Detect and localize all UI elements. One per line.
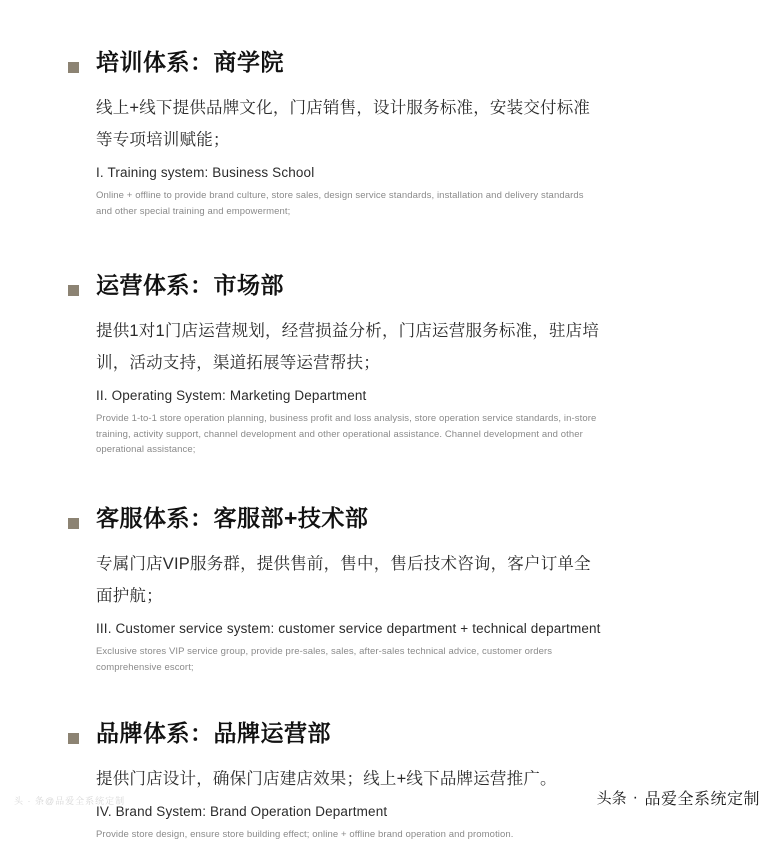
section-body-en: Exclusive stores VIP service group, provide pre-sales, sales, after-sales technical advice, customer orders comprehensive escort;: [96, 645, 553, 673]
section-heading-en: III. Customer service system: customer service department + technical department: [96, 621, 601, 637]
section-heading-en: IV. Brand System: Brand Operation Department: [96, 804, 388, 820]
square-bullet-icon: [68, 733, 79, 744]
section-body-cn: 提供门店设计，确保门店建店效果；线上+线下品牌运营推广。: [96, 770, 557, 789]
footer-brand: [597, 786, 760, 809]
section-body-cn: 线上+线下提供品牌文化，门店销售，设计服务标准，安装交付标准等专项培训赋能；: [96, 98, 591, 150]
section-operating-system: [96, 271, 716, 458]
section-body-en: Online + offline to provide brand culture, store sales, design service standards, installation and delivery standards and other special training and empowerment;: [96, 189, 584, 217]
section-body-cn: 专属门店VIP服务群，提供售前，售中，售后技术咨询，客户订单全面护航；: [96, 554, 591, 606]
watermark-text: 头 · 条@品爱全系统定制: [14, 796, 126, 806]
section-customer-service-system: [96, 504, 716, 675]
square-bullet-icon: [68, 62, 79, 73]
square-bullet-icon: [68, 285, 79, 296]
section-body-en: Provide 1-to-1 store operation planning, business profit and loss analysis, store operation service standards, in-store training, activity support, channel development and other operational assistance. Channel development and other operational assistance;: [96, 413, 597, 456]
section-heading-cn: 品牌体系：品牌运营部: [96, 720, 331, 747]
brand-name: 品爱全系统定制: [644, 791, 760, 808]
page-footer: [0, 771, 776, 823]
section-body-cn: 提供1对1门店运营规划，经营损益分析，门店运营服务标准，驻店培训，活动支持，渠道拓展等运营帮扶；: [96, 322, 600, 373]
heading-row: [96, 271, 716, 301]
heading-row: [96, 48, 716, 78]
square-bullet-icon: [68, 518, 79, 529]
heading-row: [96, 719, 716, 749]
heading-row: [96, 504, 716, 534]
platform-label: 头条: [596, 790, 627, 807]
section-heading-cn: 客服体系：客服部+技术部: [96, 505, 369, 532]
section-body-en: Provide store design, ensure store building effect; online + offline brand operation and promotion.: [96, 828, 514, 840]
separator-dot: ·: [632, 788, 639, 806]
section-heading-en: II. Operating System: Marketing Department: [96, 388, 367, 404]
section-heading-en: I. Training system: Business School: [96, 165, 315, 181]
section-heading-cn: 运营体系：市场部: [96, 272, 284, 299]
section-training-system: [96, 48, 716, 219]
section-heading-cn: 培训体系：商学院: [96, 49, 284, 75]
